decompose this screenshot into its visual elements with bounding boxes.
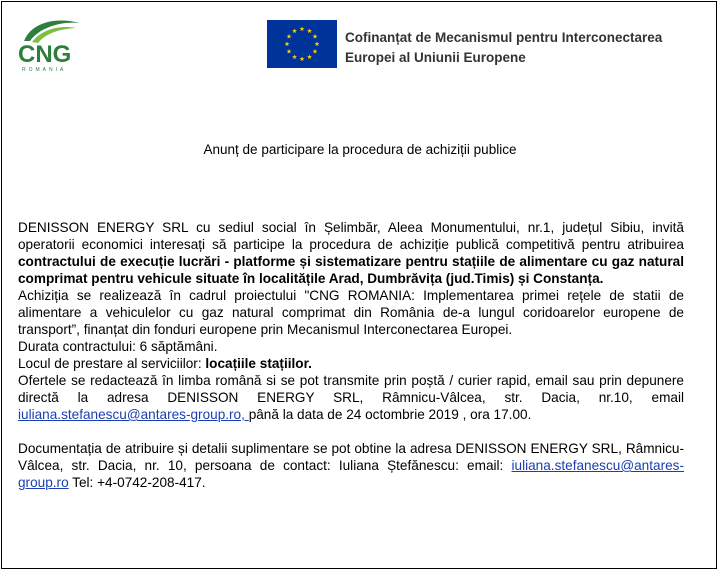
paragraph-invitation [18, 219, 684, 287]
offers-text: Ofertele se redactează în limba română si se pot transmite prin poștă / curier rapid, email sau prin depunere directă la adresa DENISSON ENERGY SRL, Râmnicu-Vâlcea, str. Dacia, nr.10, email [18, 373, 684, 405]
eu-text-line-2: Europei al Uniunii Europene [345, 50, 526, 65]
announcement-title: Anunț de participare la procedura de achiziții publice [203, 142, 517, 157]
paragraph-offers [18, 372, 684, 423]
eu-cofinancing-text [345, 28, 662, 68]
docs-email-link[interactable]: iuliana.stefanescu@antares-group.ro [18, 458, 684, 490]
cng-logo-subtitle: ROMANIA [22, 67, 67, 73]
offers-deadline: până la data de 24 octombrie 2019 , ora 17.00. [248, 407, 532, 422]
service-location [18, 355, 684, 372]
docs-telephone: Tel: +4-0742-208-417. [68, 475, 206, 490]
document-page [1, 1, 717, 569]
docs-text: Documentația de atribuire și detalii suplimentare se pot obtine la adresa DENISSON ENERGY SRL, Râmnicu-Vâlcea, str. Dacia, nr. 10, persoana de contact: Iuliana Ștefănescu: email: [18, 441, 684, 473]
paragraph-documentation [18, 440, 684, 491]
invitation-text: DENISSON ENERGY SRL cu sediul social în Șelimbăr, Aleea Monumentului, nr.1, județul Sibiu, invită operatorii economici interesați să participe la procedura de achiziție publică competitivă pentru atribuirea [18, 220, 684, 252]
announcement-body [18, 219, 684, 491]
cng-romania-logo [18, 15, 84, 75]
offers-email-link[interactable]: iuliana.stefanescu@antares-group.ro, [18, 407, 249, 422]
cng-logo-word: CNG [18, 41, 72, 68]
eu-flag-icon [267, 20, 337, 68]
paragraph-project: Achiziția se realizează în cadrul proiectului "CNG ROMANIA: Implementarea primei rețele de statii de alimentare a vehiculelor cu gaz natural comprimat din România de-a lungul coridoarelor europene de transport”, finanțat din fonduri europene prin Mecanismul Interconectarea Europei. [18, 288, 684, 337]
location-value: locațiile stațiilor. [205, 356, 312, 371]
contract-duration: Durata contractului: 6 săptămâni. [18, 339, 218, 354]
contract-subject: contractului de execuție lucrări - platforme și sistematizare pentru stațiile de alimentare cu gaz natural comprimat pentru vehicule situate în localitățile Arad, Dumbrăvița (jud.Timis) și Constanța. [18, 254, 684, 286]
location-label: Locul de prestare al serviciilor: [18, 356, 206, 371]
eu-text-line-1: Cofinanțat de Mecanismul pentru Interconectarea [345, 30, 663, 45]
